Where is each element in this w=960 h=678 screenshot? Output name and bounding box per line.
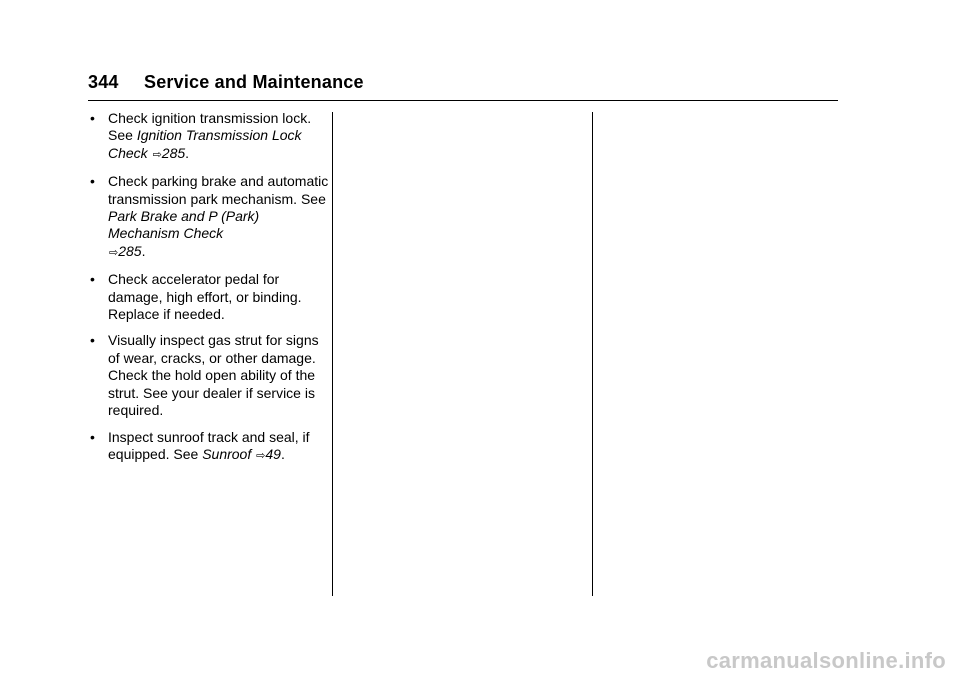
section-title: Service and Maintenance	[144, 72, 364, 92]
page-reference-arrow-icon: ⇨	[256, 449, 266, 462]
page-reference-arrow-icon: ⇨	[109, 246, 119, 259]
item-text: Visually inspect gas strut for signs of wear, cracks, or other damage. Check the hold open ability of the strut. See your dealer if service is required.	[108, 332, 319, 419]
column-divider-left	[332, 112, 333, 596]
bullet-icon: •	[90, 271, 95, 288]
list-item-gas-strut	[90, 332, 330, 419]
bullet-icon: •	[90, 173, 95, 190]
item-text: Check ignition transmission lock. See	[108, 110, 312, 144]
cross-reference-link[interactable]: Park Brake and P (Park) Mechanism Check	[108, 208, 260, 242]
list-item-ignition-lock	[90, 110, 330, 164]
page-reference[interactable]: 285	[118, 242, 142, 259]
list-item-sunroof	[90, 429, 330, 466]
bullet-icon: •	[90, 110, 95, 126]
item-text: Check parking brake and automatic transmission park mechanism. See	[108, 173, 329, 207]
bullet-icon: •	[90, 332, 95, 349]
page-reference[interactable]: 49	[265, 445, 281, 462]
list-item-accelerator-pedal	[90, 271, 330, 323]
maintenance-checklist	[90, 110, 330, 474]
page-reference[interactable]: 285	[161, 144, 186, 161]
item-text: Check accelerator pedal for damage, high effort, or binding. Replace if needed.	[108, 271, 302, 323]
item-text-end: .	[280, 445, 285, 462]
list-item-parking-brake	[90, 173, 330, 262]
page-number: 344	[88, 72, 119, 92]
column-divider-right	[592, 112, 593, 596]
item-text: Inspect sunroof track and seal, if equipped. See	[108, 428, 310, 462]
page-header	[88, 70, 838, 101]
item-text-end: .	[141, 242, 146, 259]
page-reference-arrow-icon: ⇨	[152, 148, 162, 161]
cross-reference-link[interactable]: Sunroof	[202, 445, 252, 462]
bullet-icon: •	[90, 428, 95, 445]
item-text-end: .	[185, 144, 190, 161]
cross-reference-link[interactable]: Ignition Transmission Lock Check	[108, 127, 302, 161]
watermark: carmanualsonline.info	[706, 648, 946, 673]
